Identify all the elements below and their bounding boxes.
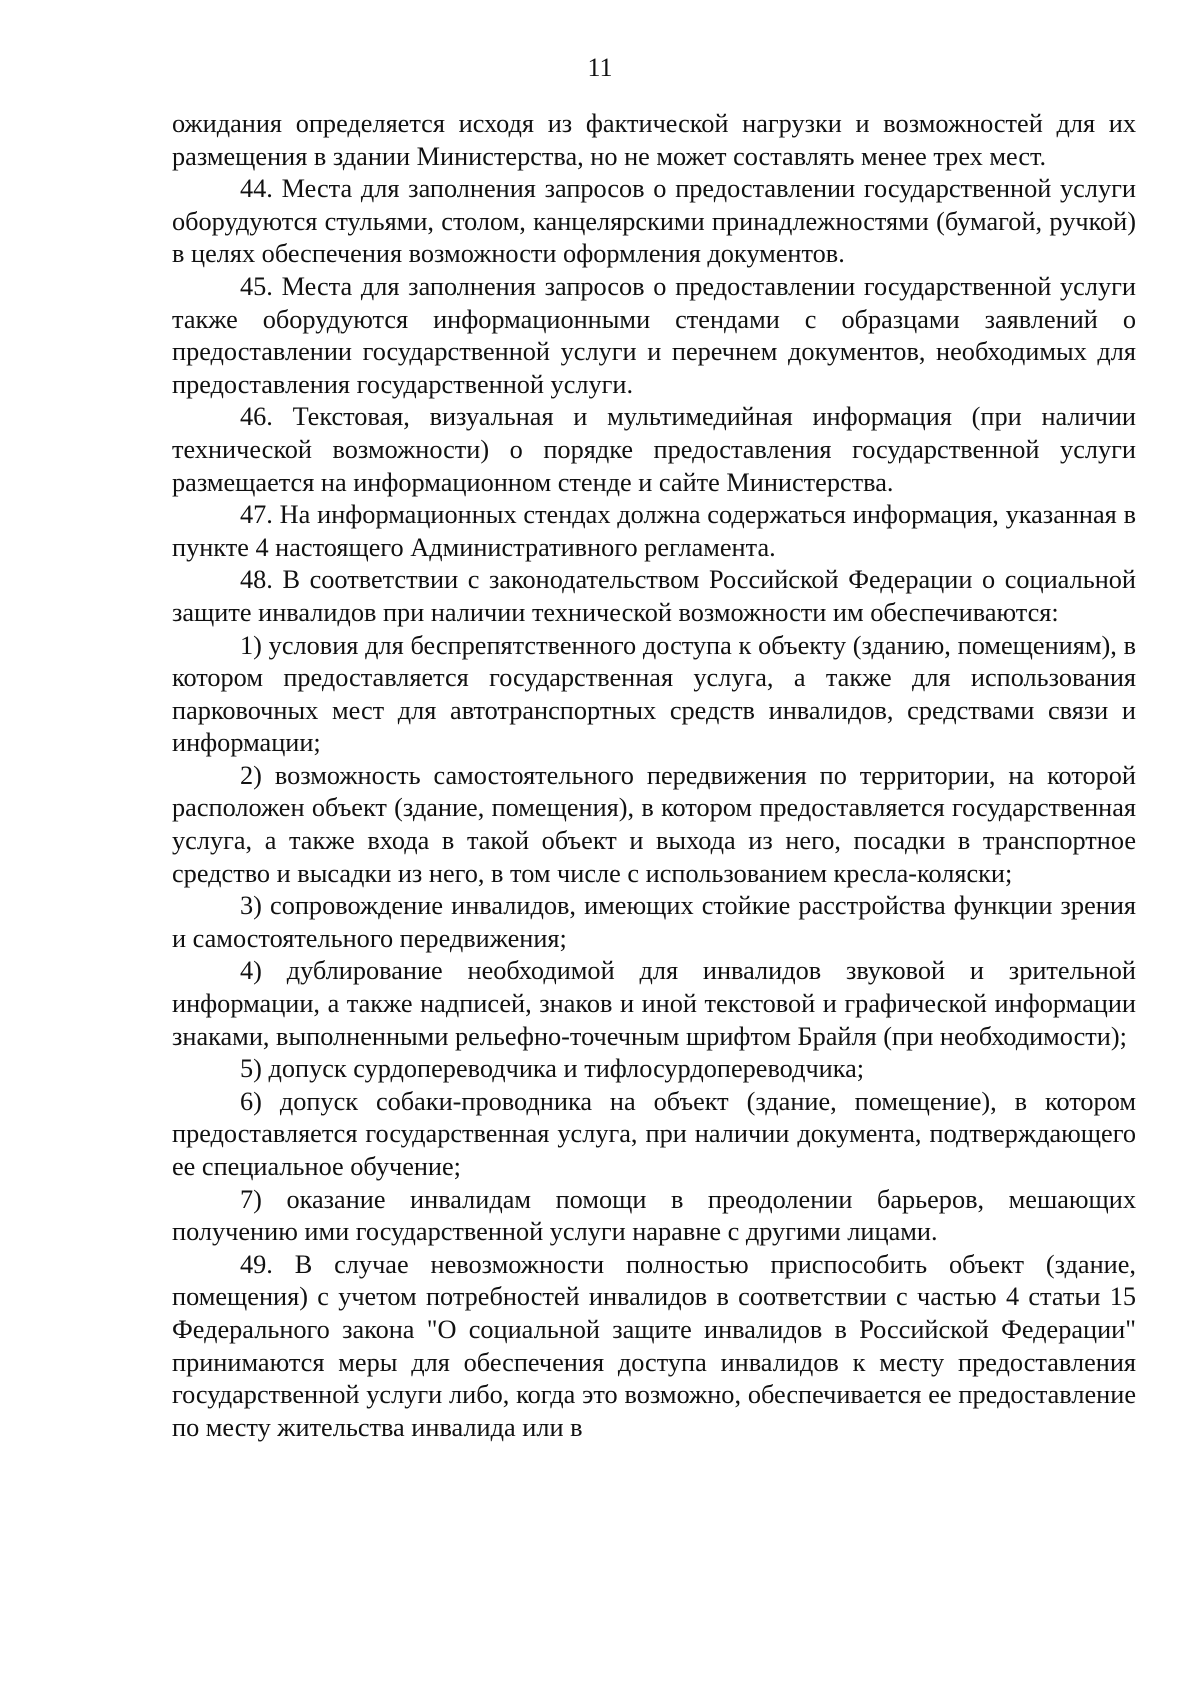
paragraph-continuation: ожидания определяется исходя из фактической нагрузки и возможностей для их размещения в здании Министерства, но не может составлять менее трех мест. (172, 109, 1136, 171)
list-item-2: 2) возможность самостоятельного передвижения по территории, на которой расположен объект (здание, помещения), в котором предоставляется государственная услуга, а также входа в такой объект и выхода из него, посадки в транспортное средство и высадки из него, в том числе с использованием кресла-коляски; (172, 760, 1136, 888)
paragraph-44: 44. Места для заполнения запросов о предоставлении государственной услуги оборудуются стульями, столом, канцелярскими принадлежностями (бумагой, ручкой) в целях обеспечения возможности оформления документов. (172, 174, 1136, 269)
paragraph-45: 45. Места для заполнения запросов о предоставлении государственной услуги также оборудуются информационными стендами с образцами заявлений о предоставлении государственной услуги и перечнем документов, необходимых для предоставления государственной услуги. (172, 271, 1136, 399)
paragraph-49: 49. В случае невозможности полностью приспособить объект (здание, помещения) с учетом потребностей инвалидов в соответствии с частью 4 статьи 15 Федерального закона "О социальной защите инвалидов в Российской Федерации" принимаются меры для обеспечения доступа инвалидов к месту предоставления государственной услуги либо, когда это возможно, обеспечивается ее предоставление по месту жительства инвалида или в (172, 1249, 1136, 1442)
list-item-6: 6) допуск собаки-проводника на объект (здание, помещение), в котором предоставляется государственная услуга, при наличии документа, подтверждающего ее специальное обучение; (172, 1086, 1136, 1181)
list-item-3: 3) сопровождение инвалидов, имеющих стойкие расстройства функции зрения и самостоятельного передвижения; (172, 891, 1136, 953)
paragraph-47: 47. На информационных стендах должна содержаться информация, указанная в пункте 4 настоящего Административного регламента. (172, 500, 1136, 562)
paragraph-46: 46. Текстовая, визуальная и мультимедийная информация (при наличии технической возможности) о порядке предоставления государственной услуги размещается на информационном стенде и сайте Министерства. (172, 402, 1136, 497)
paragraph-48: 48. В соответствии с законодательством Российской Федерации о социальной защите инвалидов при наличии технической возможности им обеспечиваются: (172, 565, 1136, 627)
list-item-5: 5) допуск сурдопереводчика и тифлосурдопереводчика; (240, 1054, 865, 1084)
list-item-1: 1) условия для беспрепятственного доступа к объекту (зданию, помещениям), в котором предоставляется государственная услуга, а также для использования парковочных мест для автотранспортных средств инвалидов, средствами связи и информации; (172, 630, 1136, 758)
list-item-4: 4) дублирование необходимой для инвалидов звуковой и зрительной информации, а также надписей, знаков и иной текстовой и графической информации знаками, выполненными рельефно-точечным шрифтом Брайля (при необходимости); (172, 956, 1136, 1051)
list-item-7: 7) оказание инвалидам помощи в преодолении барьеров, мешающих получению ими государственной услуги наравне с другими лицами. (172, 1184, 1136, 1247)
document-body (172, 108, 1136, 1444)
page-number: 11 (587, 53, 613, 82)
